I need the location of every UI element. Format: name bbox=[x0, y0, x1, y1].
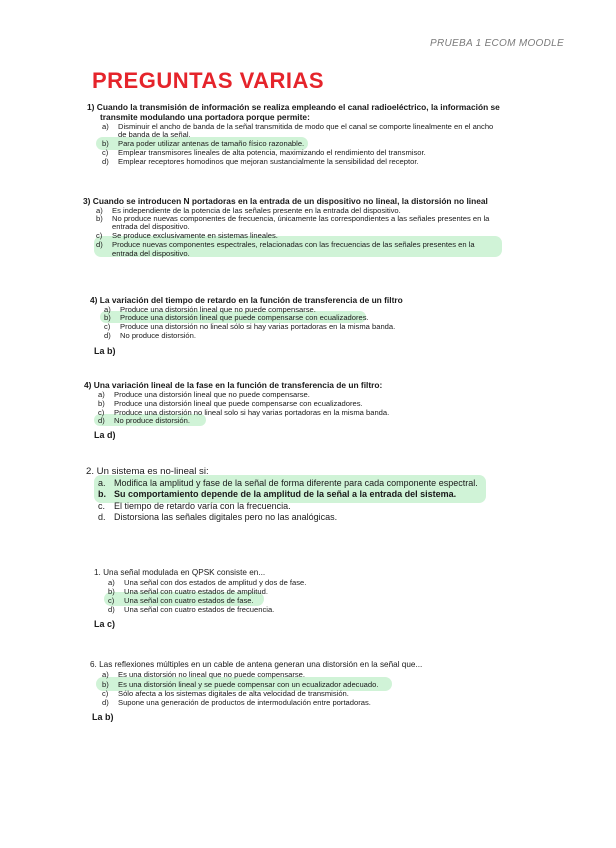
answer-note: La d) bbox=[94, 430, 116, 440]
answer-note: La b) bbox=[94, 346, 116, 356]
option-d: d. Distorsiona las señales digitales pero no las analógicas. bbox=[98, 512, 338, 522]
question-stem: 1) Cuando la transmisión de información se realiza empleando el canal radioeléctrico, la información se bbox=[87, 102, 500, 112]
option-a: a) Es una distorsión no lineal que no puede compensarse. bbox=[102, 670, 306, 679]
option-a: a. Modifica la amplitud y fase de la señal de forma diferente para cada componente espectral. bbox=[98, 478, 478, 488]
option-c: c) Una señal con cuatro estados de fase. bbox=[108, 596, 254, 605]
option-a: a) Disminuir el ancho de banda de la señal transmitida de modo que el canal se comporte linealmente en el ancho bbox=[102, 122, 494, 131]
option-a: a) Es independiente de la potencia de las señales presente en la entrada del dispositivo. bbox=[96, 206, 401, 215]
option-b: b) Para poder utilizar antenas de tamaño físico razonable. bbox=[102, 139, 305, 148]
page-title: PREGUNTAS VARIAS bbox=[92, 68, 325, 93]
option-b: b) No produce nuevas componentes de frecuencia, únicamente las correspondientes a las señales presentes en la bbox=[96, 214, 490, 223]
option-a: a) Una señal con dos estados de amplitud y dos de fase. bbox=[108, 578, 307, 587]
option-d: d) No produce distorsión. bbox=[98, 416, 190, 425]
question-stem: 3) Cuando se introducen N portadoras en la entrada de un dispositivo no lineal, la distorsión no lineal bbox=[83, 196, 488, 206]
option-c: c) Produce una distorsión no lineal sólo si hay varias portadoras en la misma banda. bbox=[104, 322, 396, 331]
option-b: b) Produce una distorsión lineal que puede compensarse con ecualizadores. bbox=[98, 399, 363, 408]
option-d: d) Una señal con cuatro estados de frecuencia. bbox=[108, 605, 275, 614]
option-a-cont: de banda de la señal. bbox=[118, 130, 191, 139]
option-c: c. El tiempo de retardo varía con la frecuencia. bbox=[98, 501, 291, 511]
option-a: a) Produce una distorsión lineal que no puede compensarse. bbox=[98, 390, 310, 399]
option-c: c) Produce una distorsión no lineal solo si hay varias portadoras en la misma banda. bbox=[98, 408, 390, 417]
option-d: d) Supone una generación de productos de intermodulación entre portadoras. bbox=[102, 698, 371, 707]
option-d: d) Emplear receptores homodinos que mejoran sustancialmente la sensibilidad del receptor. bbox=[102, 157, 419, 166]
answer-note: La c) bbox=[94, 619, 116, 629]
question-stem: 4) Una variación lineal de la fase en la función de transferencia de un filtro: bbox=[84, 380, 383, 390]
option-b: b) Produce una distorsión lineal que puede compensarse con ecualizadores. bbox=[104, 313, 369, 322]
option-b: b) Una señal con cuatro estados de amplitud. bbox=[108, 587, 268, 596]
page-header: PRUEBA 1 ECOM MOODLE bbox=[430, 38, 564, 49]
option-c: c) Sólo afecta a los sistemas digitales de alta velocidad de transmisión. bbox=[102, 689, 349, 698]
option-b: b) Es una distorsión lineal y se puede compensar con un ecualizador adecuado. bbox=[102, 680, 379, 689]
option-d-cont: entrada del dispositivo. bbox=[112, 249, 190, 258]
question-stem: 4) La variación del tiempo de retardo en la función de transferencia de un filtro bbox=[90, 295, 403, 305]
answer-note: La b) bbox=[92, 712, 114, 722]
option-c: c) Emplear transmisores lineales de alta potencia, maximizando el rendimiento del transmisor. bbox=[102, 148, 426, 157]
option-d: d) No produce distorsión. bbox=[104, 331, 196, 340]
option-b: b. Su comportamiento depende de la amplitud de la señal a la entrada del sistema. bbox=[98, 489, 457, 499]
option-b-cont: entrada del dispositivo. bbox=[112, 222, 190, 231]
question-stem: 6. Las reflexiones múltiples en un cable de antena generan una distorsión en la señal que... bbox=[90, 660, 423, 669]
option-d: d) Produce nuevas componentes espectrales, relacionadas con las frecuencias de las señales presentes en la bbox=[96, 240, 475, 249]
question-stem: transmite modulando una portadora porque permite: bbox=[100, 112, 310, 122]
question-stem: 2. Un sistema es no-lineal si: bbox=[86, 466, 209, 477]
question-stem: 1. Una señal modulada en QPSK consiste en... bbox=[94, 568, 266, 577]
option-a: a) Produce una distorsión lineal que no puede compensarse. bbox=[104, 305, 316, 314]
option-c: c) Se produce exclusivamente en sistemas lineales. bbox=[96, 231, 278, 240]
